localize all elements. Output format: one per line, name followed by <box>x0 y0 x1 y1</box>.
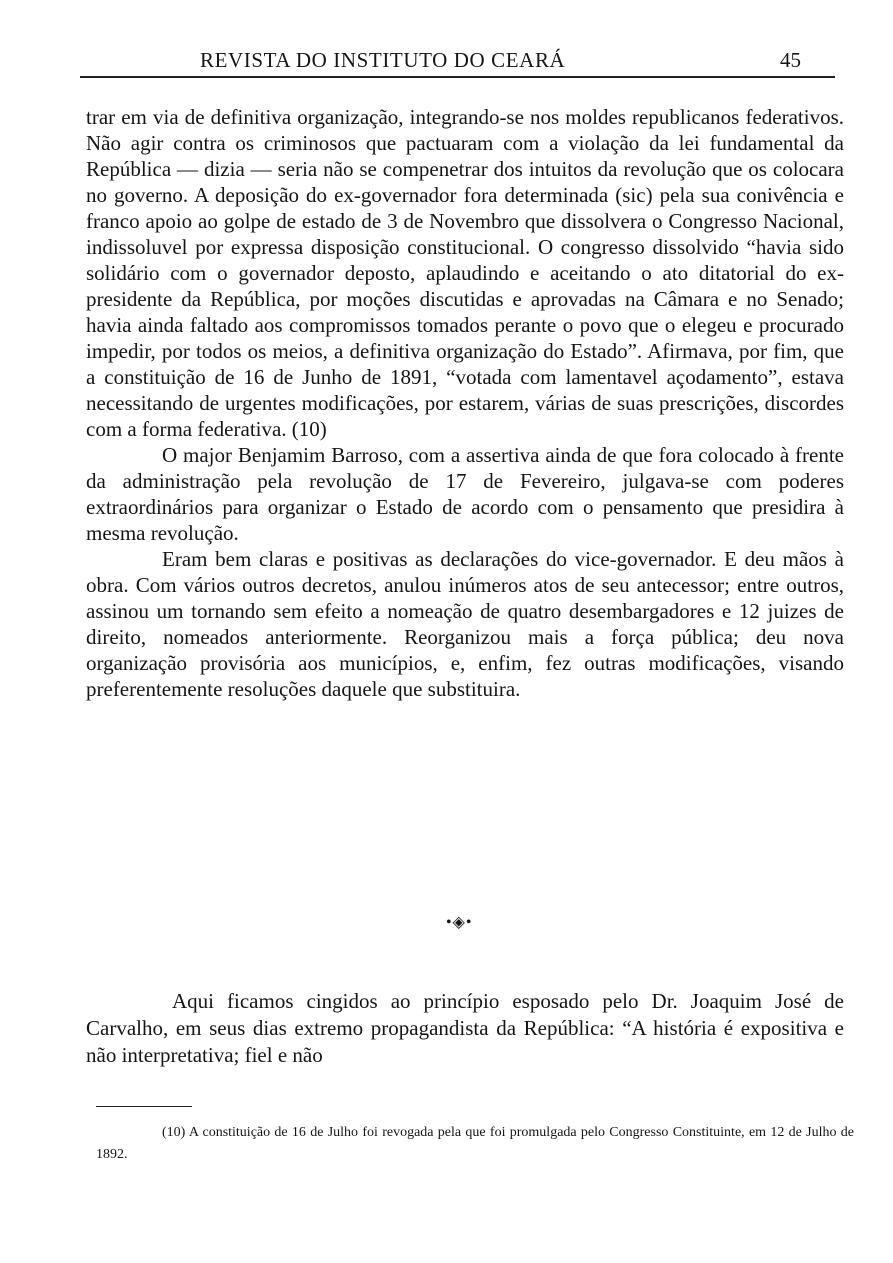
header-rule <box>80 76 835 78</box>
paragraph-benjamim-barroso: O major Benjamim Barroso, com a assertiva ainda de que fora colocado à frente da administração pela revolução de 17 de Fevereiro, julgava-se com poderes extraordinários para organizar o Estado de acordo com o pensamento que presidira à mesma revolução. <box>86 443 844 545</box>
paragraph-continuation: trar em via de definitiva organização, integrando-se nos moldes republicanos federativos. Não agir contra os criminosos que pactuaram com a violação da lei fundamental da República — dizia — seria não se compenetrar dos intuitos da revolução que os colocara no governo. A deposição do ex-governador fora determinada (sic) pela sua conivência e franco apoio ao golpe de estado de 3 de Novembro que dissolvera o Congresso Nacional, indissoluvel por expressa disposição constitucional. O congresso dissolvido “havia sido solidário com o governador deposto, aplaudindo e aceitando o ato ditatorial do ex-presidente da República, por moções discutidas e aprovadas na Câmara e no Senado; havia ainda faltado aos compromissos tomados perante o povo que o elegeu e procurado impedir, por todos os meios, a definitiva organização do Estado”. Afirmava, por fim, que a constituição de 16 de Junho de 1891, “votada com lamentavel açodamento”, estava necessitando de urgentes modificações, por estarem, várias de suas prescrições, discordes com a forma federativa. (10) <box>86 105 844 441</box>
footnote <box>96 1122 854 1166</box>
journal-title: REVISTA DO INSTITUTO DO CEARÁ <box>200 48 566 72</box>
paragraph-closing: Aqui ficamos cingidos ao princípio esposado pelo Dr. Joaquim José de Carvalho, em seus dias extremo propagandista da República: “A história é expositiva e não interpretativa; fiel e não <box>86 989 844 1067</box>
body-text <box>86 104 844 702</box>
section-ornament: •◈• <box>446 914 473 931</box>
page-number: 45 <box>780 48 801 72</box>
running-header <box>80 44 835 78</box>
footnote-rule <box>96 1106 192 1107</box>
paragraph-declaracoes: Eram bem claras e positivas as declarações do vice-governador. E deu mãos à obra. Com vários outros decretos, anulou inúmeros atos de seu antecessor; entre outros, assinou um tornando sem efeito a nomeação de quatro desembargadores e 12 juizes de direito, nomeados anteriormente. Reorganizou mais a força pública; deu nova organização provisória aos municípios, e, enfim, fez outras modificações, visando preferentemente resoluções daquele que substituira. <box>86 547 844 701</box>
footnote-text: (10) A constituição de 16 de Julho foi revogada pela que foi promulgada pelo Congresso Constituinte, em 12 de Julho de 1892. <box>96 1125 854 1162</box>
closing-text <box>86 988 844 1069</box>
